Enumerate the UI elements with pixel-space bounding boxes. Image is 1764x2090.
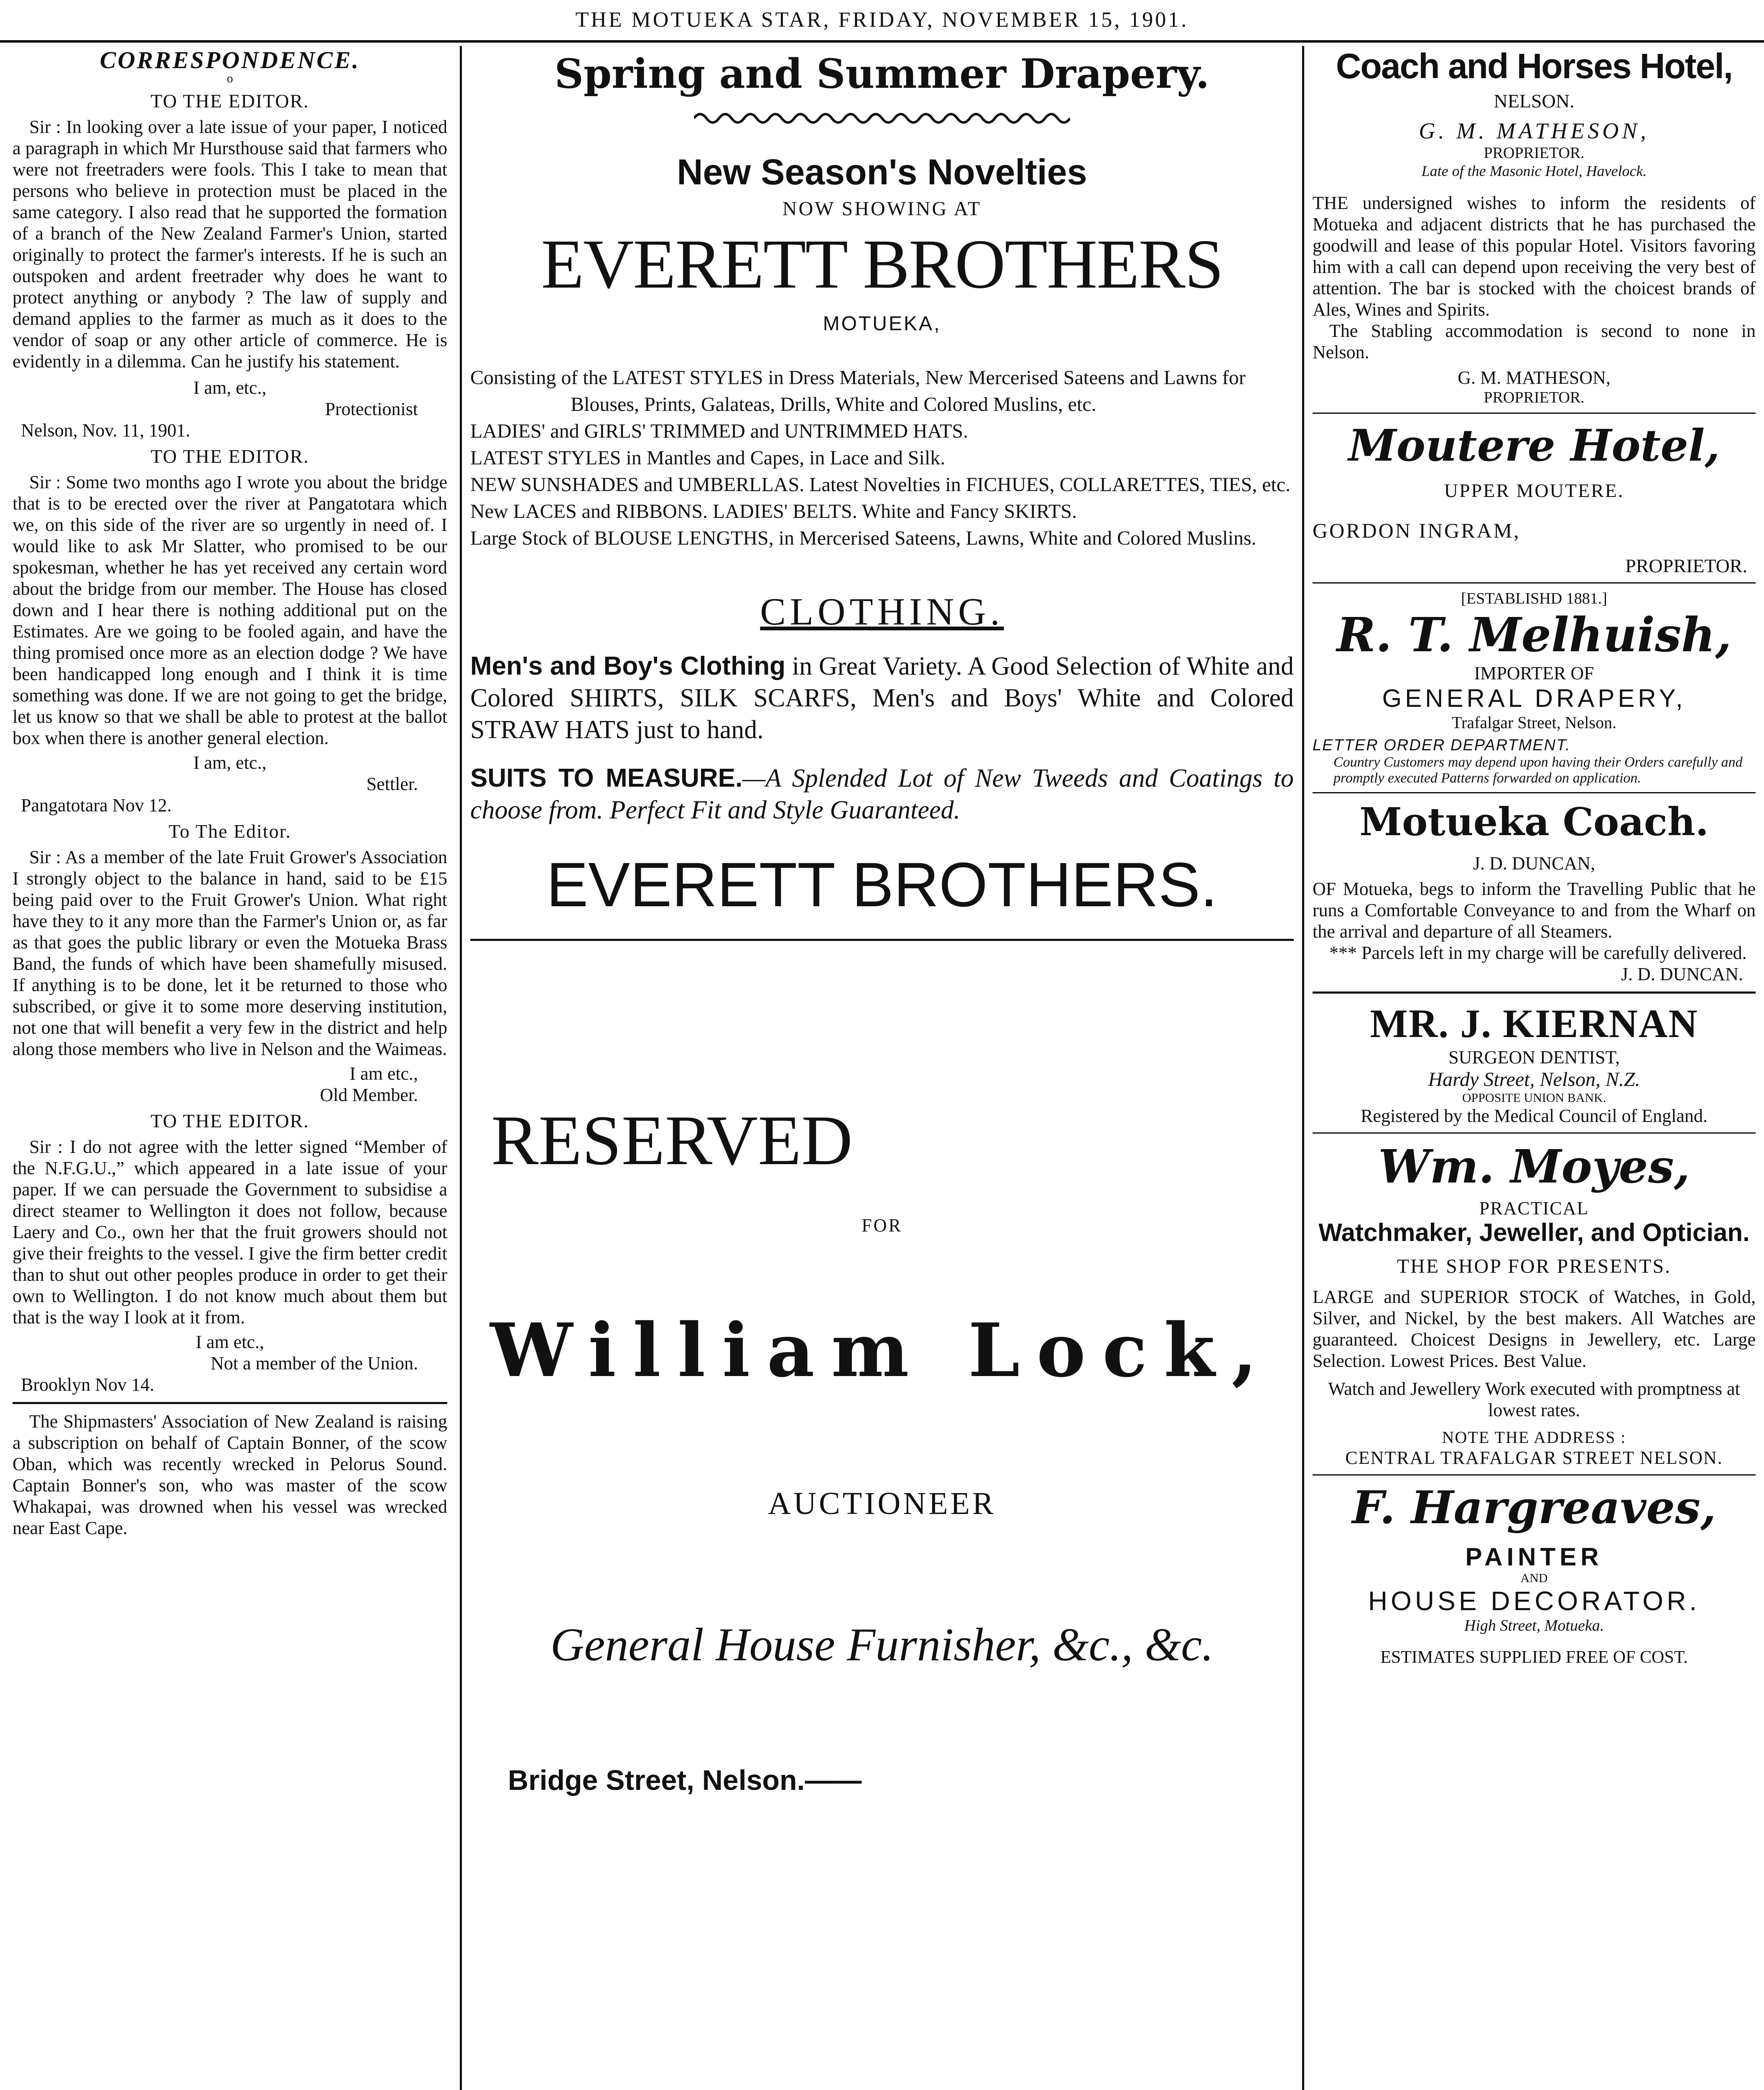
drapery-item: Consisting of the LATEST STYLES in Dress Materials, New Mercerised Sateens and Lawns for Blouses, Prints, Galateas, Drills, White and Colored Muslins, etc. — [470, 367, 1246, 415]
clothing-lead: Men's and Boy's Clothing — [470, 652, 785, 681]
letter-heading: To The Editor. — [168, 821, 291, 842]
letter-body: Sir : In looking over a late issue of your paper, I noticed a paragraph in which Mr Hursthouse said that farmers who were not freetraders were fools. This I take to mean that persons who believe in protection must be placed in the same category. I also read that he supported the formation of a branch of the New Zealand Farmer's Union, started originally to protect the farmer's interests. If he is such an outspoken and ardent freetrader why does he want to protect anything or anybody ? The law of supply and demand applies to the farmer as much as it does to the vendor of soap or any other article of commerce. He is evidently in a dilemma. Can he justify his statement. — [13, 117, 447, 372]
hargreaves-painter: PAINTER — [1465, 1543, 1603, 1571]
letter-close: I am, etc., — [193, 377, 267, 398]
moyes-addr: CENTRAL TRAFALGAR STREET NELSON. — [1345, 1448, 1723, 1468]
moutere-role: PROPRIETOR. — [1625, 555, 1747, 576]
advertisements-column — [1313, 46, 1756, 2090]
motueka-coach-title: Motueka Coach. — [1359, 799, 1709, 844]
moyes-practical: PRACTICAL — [1479, 1198, 1589, 1218]
letter-body: Sir : I do not agree with the letter signed “Member of the N.F.G.U.,” which appeared in a late issue of your paper. If we can persuade the Government to subsidise a direct steamer to Wellington it does not follow, because Laery and Co., own her that the fruit growers should not give their freights to the vessel. I give the firm better credit than to shut out other peoples produce in order to get their own to Wellington. I do not know much about them but that is the way I look at it from. — [13, 1137, 447, 1328]
kiernan-reg: Registered by the Medical Council of England. — [1361, 1106, 1708, 1126]
moutere-place: UPPER MOUTERE. — [1444, 480, 1624, 501]
moyes-title: Wm. Moyes, — [1378, 1139, 1690, 1193]
letter-place: Brooklyn Nov 14. — [21, 1374, 154, 1395]
letter-signature: Settler. — [366, 774, 418, 794]
letter-signature: Old Member. — [320, 1085, 418, 1105]
news-item: The Shipmasters' Association of New Zealand is raising a subscription on behalf of Captain Bonner, of the scow Oban, which was recently wrecked in Pelorus Sound. Captain Bonner's son, who was master of the scow Whakapai, was drowned when his vessel was wrecked near East Cape. — [13, 1411, 447, 1538]
wavy-ornament — [694, 110, 1070, 127]
divider — [1313, 991, 1756, 994]
moyes-note: NOTE THE ADDRESS : — [1442, 1428, 1626, 1447]
coach-horses-town: NELSON. — [1494, 90, 1575, 112]
letter-place: Pangatotara Nov 12. — [21, 795, 172, 816]
hargreaves-title: F. Hargreaves, — [1352, 1481, 1716, 1534]
divider — [13, 1402, 447, 1404]
letter-body: Sir : Some two months ago I wrote you about the bridge that is to be erected over the river at Pangatotara which we, on this side of the river are so urgently in need of. I would like to ask Mr Slatter, who promised to be our spokesman, whether he has yet received any certain word about the bridge from our member. The House has closed down and I hear there is nothing additional put on the Estimates. Are we going to be fooled again, and have the thing promised once more as an election dodge ? We have been handicapped long enough and I think it is time something was done. If we are not going to get the bridge, let us know so that we shall be able to protest at the ballot box when there is another general election. — [13, 472, 447, 748]
letter-signature: Protectionist — [325, 399, 418, 419]
letter-heading: TO THE EDITOR. — [150, 1110, 309, 1132]
letter-close: I am etc., — [349, 1063, 418, 1084]
letter-signature: Not a member of the Union. — [210, 1353, 418, 1374]
melhuish-title: R. T. Melhuish, — [1336, 608, 1732, 663]
drapery-column — [460, 46, 1304, 2090]
letter-heading: TO THE EDITOR. — [150, 90, 309, 112]
lock-address: Bridge Street, Nelson.—— — [508, 1764, 862, 1796]
novelties-heading: New Season's Novelties — [677, 152, 1087, 192]
letter-1 — [13, 90, 447, 441]
suits-lead: SUITS TO MEASURE. — [470, 764, 743, 793]
letter-body: Sir : As a member of the late Fruit Grower's Association I strongly object to the balance in hand, said to be £15 being paid over to the Fruit Grower's Union. What right have they to it any more than the Farmer's Union or, as far as that goes the public library or even the Motueka Brass Band, the funds of which have been shamefully misused. If anything is to be done, let it be returned to those who subscribed, or give it to some more deserving institution, not one that will benefit a very few in the district and help along those members who live in Nelson and the Waimeas. — [13, 847, 447, 1059]
kiernan-title: MR. J. KIERNAN — [1370, 1001, 1698, 1046]
correspondence-title: CORRESPONDENCE. — [99, 46, 360, 74]
suits-body: —A Splended Lot of New Tweeds and Coatings to choose from. Perfect Fit and Style Guaranteed. — [470, 764, 1294, 824]
divider — [1313, 413, 1756, 414]
letter-heading: TO THE EDITOR. — [150, 446, 309, 467]
melhuish-ad — [1313, 589, 1756, 786]
firm-name-2: EVERETT BROTHERS. — [546, 849, 1218, 920]
melhuish-dept: LETTER ORDER DEPARTMENT. — [1313, 737, 1571, 754]
drapery-item: LATEST STYLES in Mantles and Capes, in Lace and Silk. — [470, 447, 946, 469]
coach-horses-title: Coach and Horses Hotel, — [1336, 46, 1733, 86]
coach-parcels: *** Parcels left in my charge will be carefully delivered. — [1329, 943, 1747, 963]
letter-2 — [13, 445, 447, 816]
kiernan-opp: OPPOSITE UNION BANK. — [1462, 1091, 1606, 1105]
coach-horses-prop: PROPRIETOR. — [1484, 144, 1585, 162]
firm-town: MOTUEKA, — [823, 313, 941, 335]
kiernan-role: SURGEON DENTIST, — [1448, 1047, 1620, 1068]
coach-horses-body: THE undersigned wishes to inform the residents of Motueka and adjacent districts that he has purchased the goodwill and lease of this popular Hotel. Visitors favoring him with a call can depend upon receiving the very best of attention. The bar is stocked with the choicest brands of Ales, Wines and Spirits. — [1313, 193, 1756, 320]
melhuish-est: [ESTABLISHD 1881.] — [1461, 590, 1607, 607]
motueka-coach-ad — [1313, 799, 1756, 985]
hargreaves-street: High Street, Motueka. — [1464, 1617, 1604, 1634]
moutere-name: GORDON INGRAM, — [1313, 519, 1521, 542]
melhuish-dept-text: Country Customers may depend upon having their Orders carefully and promptly executed Patterns forwarded on application. — [1333, 754, 1743, 786]
letter-4 — [13, 1110, 447, 1395]
coach-horses-late: Late of the Masonic Hotel, Havelock. — [1421, 163, 1647, 179]
house-furnisher: General House Furnisher, &c., &c. — [550, 1619, 1214, 1671]
moyes-work: Watch and Jewellery Work executed with promptness at lowest rates. — [1328, 1379, 1740, 1420]
moyes-trade: Watchmaker, Jeweller, and Optician. — [1318, 1218, 1750, 1246]
moyes-ad — [1313, 1139, 1756, 1468]
letter-close: I am etc., — [196, 1332, 264, 1352]
drapery-item: New LACES and RIBBONS. LADIES' BELTS. White and Fancy SKIRTS. — [470, 500, 1077, 522]
coach-horses-sign: G. M. MATHESON, — [1458, 367, 1611, 388]
divider — [1313, 1474, 1756, 1476]
drapery-items — [470, 364, 1294, 552]
drapery-banner: Spring and Summer Drapery. — [554, 50, 1210, 97]
letter-place: Nelson, Nov. 11, 1901. — [21, 420, 190, 441]
melhuish-drapery: GENERAL DRAPERY, — [1382, 684, 1686, 712]
melhuish-importer: IMPORTER OF — [1474, 663, 1594, 683]
coach-horses-body-2: The Stabling accommodation is second to none in Nelson. — [1313, 321, 1756, 362]
coach-horses-ad — [1313, 46, 1756, 407]
suits-text — [470, 762, 1294, 826]
letter-3 — [13, 820, 447, 1106]
hargreaves-and: AND — [1520, 1571, 1548, 1585]
kiernan-ad — [1313, 1000, 1756, 1127]
moutere-title: Moutere Hotel, — [1348, 420, 1720, 471]
moyes-shop: THE SHOP FOR PRESENTS. — [1397, 1255, 1672, 1277]
divider — [1313, 792, 1756, 793]
divider — [1313, 1132, 1756, 1134]
moutere-ad — [1313, 420, 1756, 576]
coach-horses-sign-role: PROPRIETOR. — [1484, 389, 1585, 406]
clothing-body: in Great Variety. A Good Selection of White and Colored SHIRTS, SILK SCARFS, Men's and Boys' White and Colored STRAW HATS just to hand. — [470, 652, 1294, 744]
hargreaves-estimates: ESTIMATES SUPPLIED FREE OF COST. — [1380, 1648, 1688, 1667]
clothing-text — [470, 650, 1294, 746]
william-lock: William Lock, — [490, 1307, 1274, 1394]
reserved-heading: RESERVED — [491, 1101, 853, 1180]
drapery-item: Large Stock of BLOUSE LENGTHS, in Mercerised Sateens, Lawns, White and Colored Muslins. — [470, 527, 1257, 549]
now-showing: NOW SHOWING AT — [782, 198, 982, 220]
letter-close: I am, etc., — [193, 752, 267, 773]
kiernan-street: Hardy Street, Nelson, N.Z. — [1428, 1068, 1640, 1091]
coach-name: J. D. DUNCAN, — [1473, 853, 1596, 874]
correspondence-column — [13, 46, 447, 2090]
divider — [1313, 582, 1756, 584]
coach-horses-prop-name: G. M. MATHESON, — [1419, 118, 1649, 143]
ornament: o — [227, 71, 233, 85]
clothing-heading: CLOTHING. — [760, 590, 1004, 633]
hargreaves-decorator: HOUSE DECORATOR. — [1368, 1586, 1700, 1616]
coach-sign: J. D. DUNCAN. — [1621, 964, 1743, 984]
for-label: FOR — [862, 1215, 902, 1236]
moyes-body: LARGE and SUPERIOR STOCK of Watches, in Gold, Silver, and Nickel, by the best makers. All Watches are guaranteed. Choicest Designs in Jewellery, etc. Large Selection. Lowest Prices. Best Value. — [1313, 1287, 1756, 1371]
auctioneer: AUCTIONEER — [768, 1486, 996, 1521]
melhuish-street: Trafalgar Street, Nelson. — [1452, 713, 1616, 732]
masthead: THE MOTUEKA STAR, FRIDAY, NOVEMBER 15, 1901. — [0, 0, 1764, 43]
divider — [470, 939, 1294, 941]
drapery-item: LADIES' and GIRLS' TRIMMED and UNTRIMMED HATS. — [470, 420, 969, 442]
hargreaves-ad — [1313, 1481, 1756, 1667]
coach-body: OF Motueka, begs to inform the Travelling Public that he runs a Comfortable Conveyance to and from the Wharf on the arrival and departure of all Steamers. — [1313, 879, 1756, 942]
drapery-item: NEW SUNSHADES and UMBERLLAS. Latest Novelties in FICHUES, COLLARETTES, TIES, etc. — [470, 474, 1291, 496]
firm-name: EVERETT BROTHERS — [541, 225, 1223, 303]
